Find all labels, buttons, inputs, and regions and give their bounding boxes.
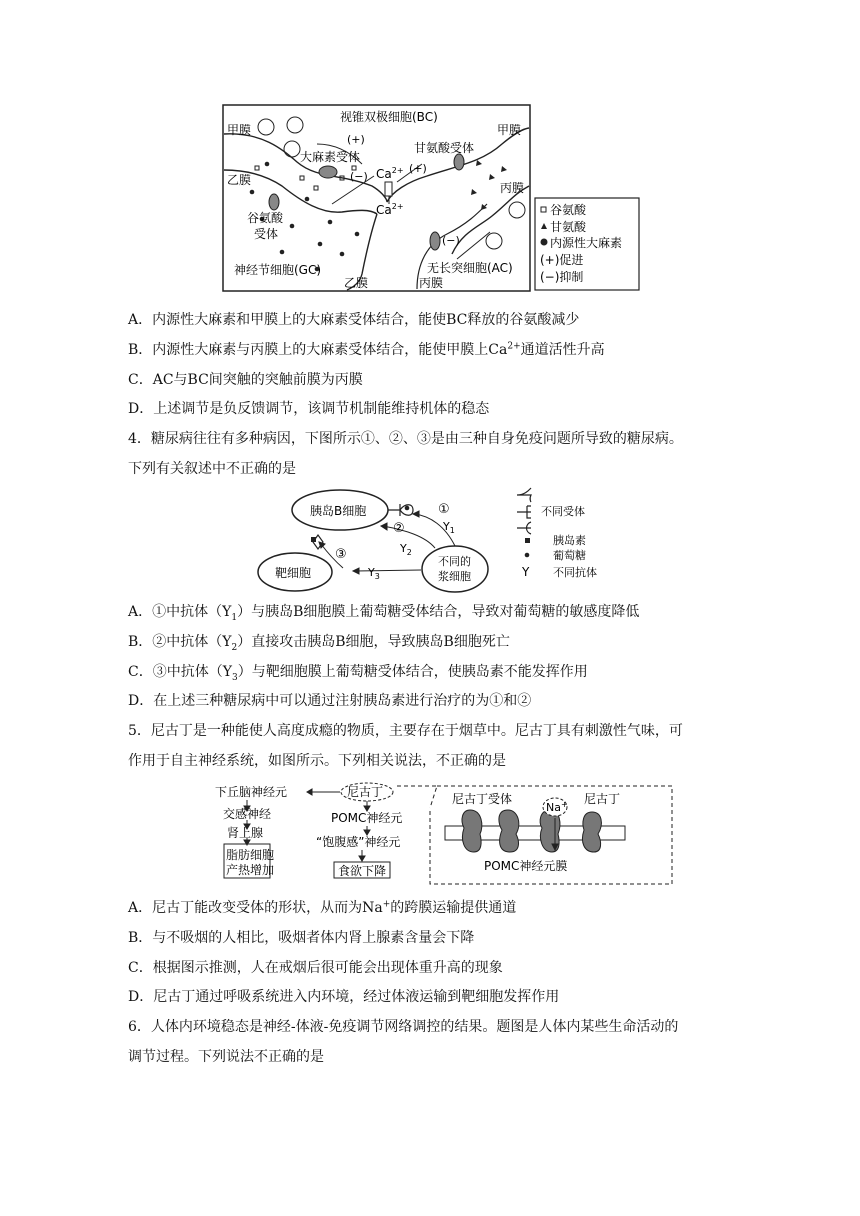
fig2-legend [517,488,531,534]
glycine-receptor-label: 甘氨酸受体 [414,141,475,155]
bc-label: 视锥双极细胞(BC) [340,110,438,124]
appetite-label: 食欲下降 [338,864,387,878]
hypothalamus-neuron-label: 下丘脑神经元 [215,785,288,799]
adrenal-label: 肾上腺 [227,826,264,840]
diabetes-antibody-figure [255,486,615,594]
q4-option-c: C．③中抗体$(Y_3)$与靶细胞膜上葡萄糖受体结合，使胰岛素不能发挥作用 [128,664,588,683]
glutamate-receptor-label-1: 谷氨酸 [247,211,284,225]
legend-antibody-symbol: Y [522,565,530,579]
fat-cell-label-1: 脂肪细胞 [226,848,275,862]
q4-stem-line-1: 4．糖尿病往往有多种病因，下图所示①、②、③是由三种自身免疫问题所导致的糖尿病。 [128,431,683,447]
legend-cannabinoid: 内源性大麻素 [550,236,623,250]
q4-option-d: D．在上述三种糖尿病中可以通过注射胰岛素进行治疗的为①和② [128,693,532,709]
q4-stem-line-2: 下列有关叙述中不正确的是 [128,461,296,477]
ca-label-bottom: $Ca^{2+}$ [376,202,404,217]
membrane-bing-right: 丙膜 [500,181,525,195]
sympathetic-nerve-label: 交感神经 [223,807,272,821]
plus-sign-mid: (+) [409,162,427,175]
q5-option-d: D．尼古丁通过呼吸系统进入内环境，经过体液运输到靶细胞发挥作用 [128,989,560,1005]
antibody-y2-label: $Y_2$ [400,542,412,557]
q5-option-b: B．与不吸烟的人相比，吸烟者体内肾上腺素含量会下降 [128,930,475,946]
antibody-y3-label: $Y_3$ [368,566,380,581]
legend-glucose: 葡萄糖 [553,549,586,562]
nicotine-label-box: 尼古丁 [584,792,621,806]
target-cell-label: 靶细胞 [275,566,312,580]
pathway-3-number: ③ [335,547,347,562]
q5-option-c: C．根据图示推测，人在戒烟后很可能会出现体重升高的现象 [128,960,503,976]
q4-option-a: A．①中抗体$(Y_1)$与胰岛B细胞膜上葡萄糖受体结合，导致对葡萄糖的敏感度降低 [128,604,640,623]
pathway-2-number: ② [393,521,405,536]
sodium-ion-label: Na+ [546,800,568,814]
plasma-cell-label-2: 浆细胞 [438,570,471,583]
glutamate-receptor-label-2: 受体 [254,227,279,241]
legend-antibody: 不同抗体 [553,566,597,579]
minus-sign-top: (−) [350,170,368,183]
pathway-1-number: ① [438,502,450,517]
membrane-bing-bottom: 丙膜 [419,276,444,290]
membrane-yi-bottom: 乙膜 [344,276,369,290]
pomc-membrane-label: POMC神经元膜 [484,859,568,873]
legend-promote: (+)促进 [540,253,584,267]
gc-label: 神经节细胞(GC) [234,263,322,277]
nicotine-label-flow: 尼古丁 [347,785,384,799]
legend-glutamate: 谷氨酸 [550,203,587,217]
minus-sign-bottom: (−) [442,234,460,247]
q3-option-b: B．内源性大麻素与丙膜上的大麻素受体结合，能使甲膜上$Ca^{2+}$通道活性升高 [128,341,605,358]
antibody-y1-label: $Y_1$ [443,520,455,535]
legend-receptor: 不同受体 [541,505,585,518]
nicotine-receptor-label: 尼古丁受体 [452,792,513,806]
q3-option-c: C．AC与BC间突触的突触前膜为丙膜 [128,372,363,388]
islet-b-cell-label: 胰岛B细胞 [310,504,367,518]
cannabinoid-receptor-label: 大麻素受体 [300,150,361,164]
q4-option-b: B．②中抗体$(Y_2)$直接攻击胰岛B细胞，导致胰岛B细胞死亡 [128,634,510,653]
ac-label: 无长突细胞(AC) [427,261,513,275]
membrane-jia-right: 甲膜 [497,123,522,137]
q6-stem-line-2: 调节过程。下列说法不正确的是 [128,1049,324,1065]
q5-option-a: A．尼古丁能改变受体的形状，从而为Na+的跨膜运输提供通道 [128,899,517,916]
satiety-neuron-label: “饱腹感”神经元 [316,835,401,849]
legend-inhibit: (−)抑制 [540,270,584,284]
legend-insulin: 胰岛素 [553,534,586,547]
plasma-cell-label-1: 不同的 [438,555,471,568]
fat-cell-label-2: 产热增加 [226,863,275,877]
legend-glycine: 甘氨酸 [550,220,587,234]
q3-option-a: A．内源性大麻素和甲膜上的大麻素受体结合，能使BC释放的谷氨酸减少 [128,312,580,328]
q6-stem-line-1: 6．人体内环境稳态是神经-体液-免疫调节网络调控的结果。题图是人体内某些生命活动的 [128,1019,679,1035]
q5-stem-line-1: 5．尼古丁是一种能使人高度成瘾的物质，主要存在于烟草中。尼古丁具有刺激性气味，可 [128,723,683,739]
pomc-neuron-label: POMC神经元 [331,811,403,825]
ca-label-top: $Ca^{2+}$ [376,166,404,181]
q5-stem-line-2: 作用于自主神经系统，如图所示。下列相关说法，不正确的是 [128,753,506,769]
plus-sign-top: (+) [347,133,365,146]
membrane-yi-left: 乙膜 [227,173,252,187]
membrane-jia-left: 甲膜 [227,123,252,137]
nicotine-pathway-figure [212,780,674,888]
fig1-legend [540,203,622,284]
retina-synapse-figure [222,104,640,294]
q3-option-d: D．上述调节是负反馈调节，该调节机制能维持机体的稳态 [128,401,490,417]
